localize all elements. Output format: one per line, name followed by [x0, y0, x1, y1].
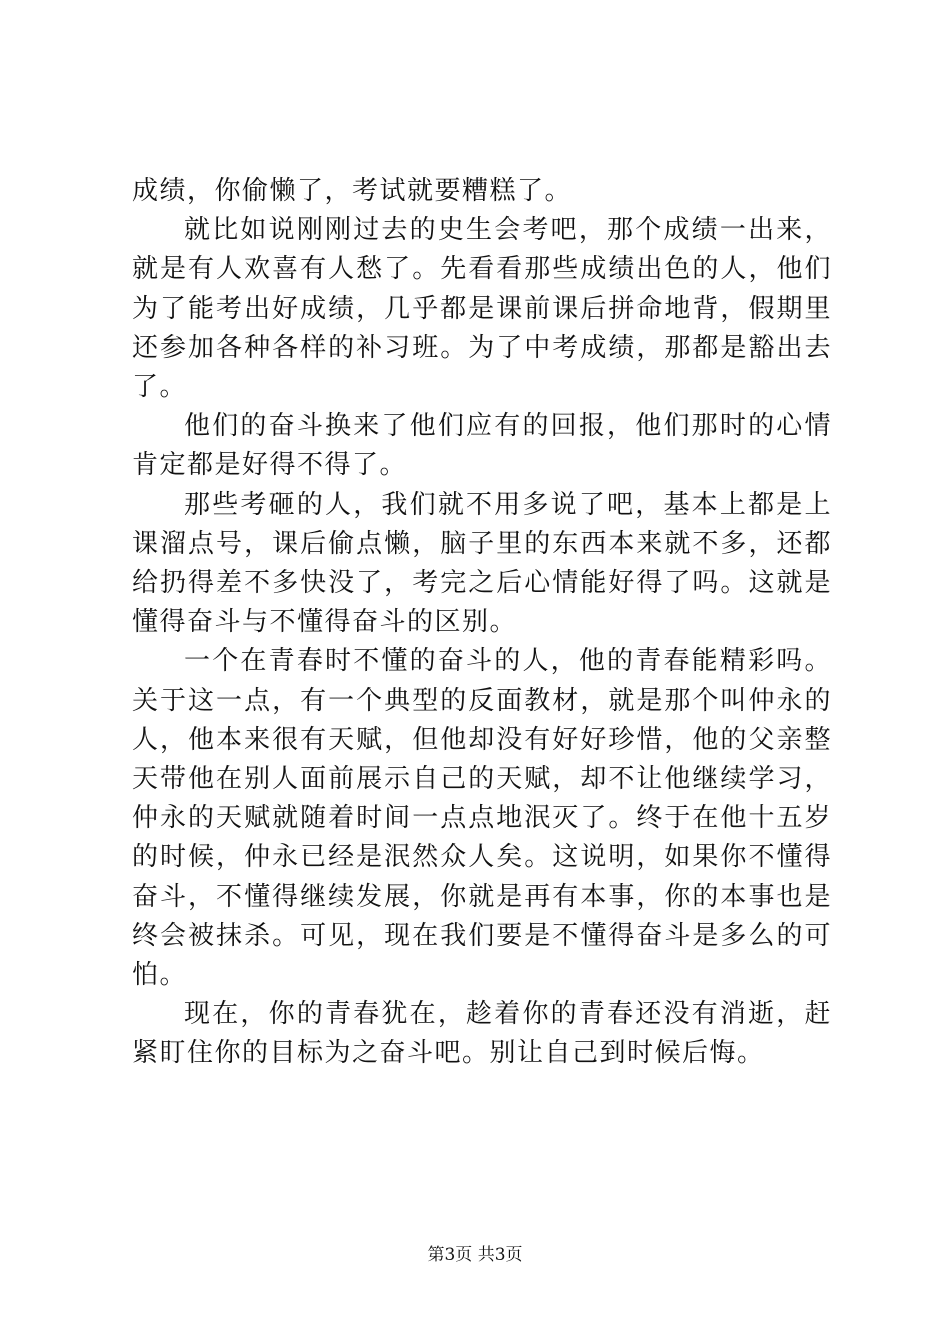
paragraph-1: 成绩，你偷懒了，考试就要糟糕了。	[132, 176, 573, 206]
paragraph-6: 现在，你的青春犹在，趁着你的青春还没有消逝，赶紧盯住你的目标为之奋斗吧。别让自己到时候后悔。	[132, 999, 832, 1069]
document-body	[132, 172, 832, 1074]
paragraph-2: 就比如说刚刚过去的史生会考吧，那个成绩一出来，就是有人欢喜有人愁了。先看看那些成绩出色的人，他们为了能考出好成绩，几乎都是课前课后拼命地背，假期里还参加各种各样的补习班。为了中考成绩，那都是豁出去了。	[132, 215, 832, 403]
paragraph-3: 他们的奋斗换来了他们应有的回报，他们那时的心情肯定都是好得不得了。	[132, 411, 832, 481]
paragraph-5: 一个在青春时不懂的奋斗的人，他的青春能精彩吗。关于这一点，有一个典型的反面教材，就是那个叫仲永的人，他本来很有天赋，但他却没有好好珍惜，他的父亲整天带他在别人面前展示自己的天赋，却不让他继续学习，仲永的天赋就随着时间一点点地泯灭了。终于在他十五岁的时候，仲永已经是泯然众人矣。这说明，如果你不懂得奋斗，不懂得继续发展，你就是再有本事，你的本事也是终会被抹杀。可见，现在我们要是不懂得奋斗是多么的可怕。	[132, 646, 832, 991]
page-number-footer: 第3页 共3页	[427, 1245, 523, 1265]
paragraph-4: 那些考砸的人，我们就不用多说了吧，基本上都是上课溜点号，课后偷点懒，脑子里的东西本来就不多，还都给扔得差不多快没了，考完之后心情能好得了吗。这就是懂得奋斗与不懂得奋斗的区别。	[132, 489, 832, 638]
